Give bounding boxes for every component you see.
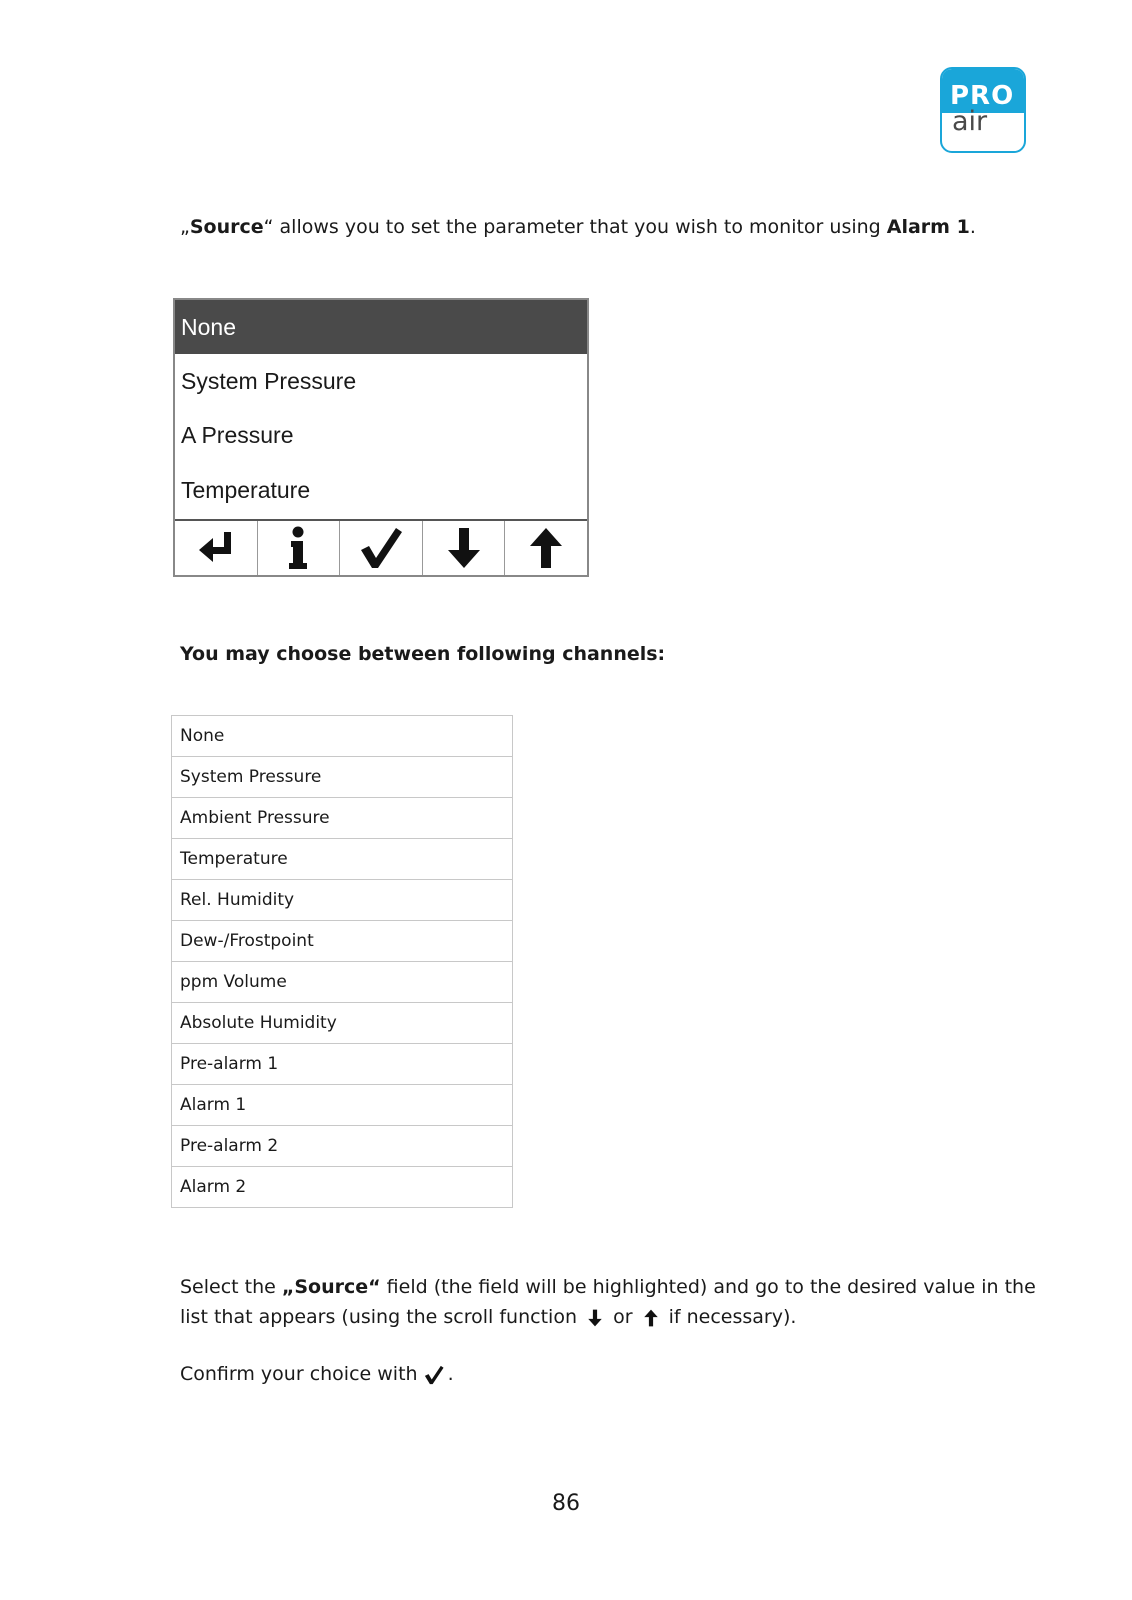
- scroll-down-button[interactable]: [423, 521, 506, 575]
- table-row: [172, 1003, 513, 1044]
- table-cell: System Pressure: [172, 757, 513, 798]
- device-screen: [173, 298, 589, 577]
- select-instruction: [180, 1272, 1060, 1332]
- page-number: 86: [552, 1491, 580, 1516]
- menu-item-system-pressure[interactable]: System Pressure: [181, 368, 357, 394]
- scroll-up-button[interactable]: [505, 521, 587, 575]
- proair-logo: [940, 67, 1026, 153]
- confirm-instruction: [180, 1359, 1060, 1389]
- intro-end: .: [969, 216, 976, 238]
- logo-pro-text: PRO: [950, 81, 1015, 111]
- checkmark-icon: [424, 1365, 444, 1385]
- table-cell: Alarm 2: [172, 1167, 513, 1208]
- table-row: [172, 1044, 513, 1085]
- arrow-down-icon: [445, 526, 483, 570]
- table-cell: None: [172, 716, 513, 757]
- menu-item-none[interactable]: None: [175, 300, 587, 354]
- table-cell: Rel. Humidity: [172, 880, 513, 921]
- checkmark-icon: [359, 526, 403, 570]
- table-cell: Temperature: [172, 839, 513, 880]
- table-cell: Dew-/Frostpoint: [172, 921, 513, 962]
- table-row: [172, 1085, 513, 1126]
- menu-item-temperature[interactable]: Temperature: [181, 477, 311, 503]
- confirm-end: .: [447, 1363, 454, 1385]
- enter-icon: [196, 528, 236, 568]
- select-part1: Select the: [180, 1276, 282, 1298]
- table-row: [172, 757, 513, 798]
- alarm-term: Alarm 1: [886, 216, 970, 238]
- confirm-button[interactable]: [340, 521, 423, 575]
- select-part2: field (the field will be highlighted) and go to the desired value in the list that appears (using the scroll function: [180, 1276, 1036, 1328]
- table-row: [172, 1167, 513, 1208]
- table-row: [172, 880, 513, 921]
- table-row: [172, 798, 513, 839]
- softkey-bar: [175, 519, 587, 575]
- table-row: [172, 921, 513, 962]
- info-button[interactable]: [258, 521, 341, 575]
- table-cell: Pre-alarm 1: [172, 1044, 513, 1085]
- table-cell: ppm Volume: [172, 962, 513, 1003]
- intro-body: allows you to set the parameter that you wish to monitor using: [273, 216, 887, 238]
- table-row: [172, 1126, 513, 1167]
- enter-button[interactable]: [175, 521, 258, 575]
- table-row: [172, 839, 513, 880]
- table-row: [172, 716, 513, 757]
- logo-air-text: air: [952, 106, 988, 137]
- arrow-down-icon: [587, 1308, 603, 1328]
- select-or: or: [607, 1306, 639, 1328]
- channels-heading: You may choose between following channels:: [180, 643, 666, 665]
- quote-open: „: [180, 216, 190, 238]
- table-cell: Ambient Pressure: [172, 798, 513, 839]
- table-cell: Pre-alarm 2: [172, 1126, 513, 1167]
- confirm-text: Confirm your choice with: [180, 1363, 424, 1385]
- table-row: [172, 962, 513, 1003]
- source-term: Source: [189, 216, 264, 238]
- intro-text: [180, 213, 976, 241]
- table-cell: Alarm 1: [172, 1085, 513, 1126]
- table-cell: Absolute Humidity: [172, 1003, 513, 1044]
- select-part3: if necessary).: [662, 1306, 797, 1328]
- info-icon: [283, 526, 313, 570]
- arrow-up-icon: [527, 526, 565, 570]
- menu-item-a-pressure[interactable]: A Pressure: [181, 422, 294, 448]
- select-field: „Source“: [281, 1276, 381, 1298]
- quote-close: “: [263, 216, 274, 238]
- arrow-up-icon: [643, 1308, 659, 1328]
- channels-table: [171, 715, 513, 1208]
